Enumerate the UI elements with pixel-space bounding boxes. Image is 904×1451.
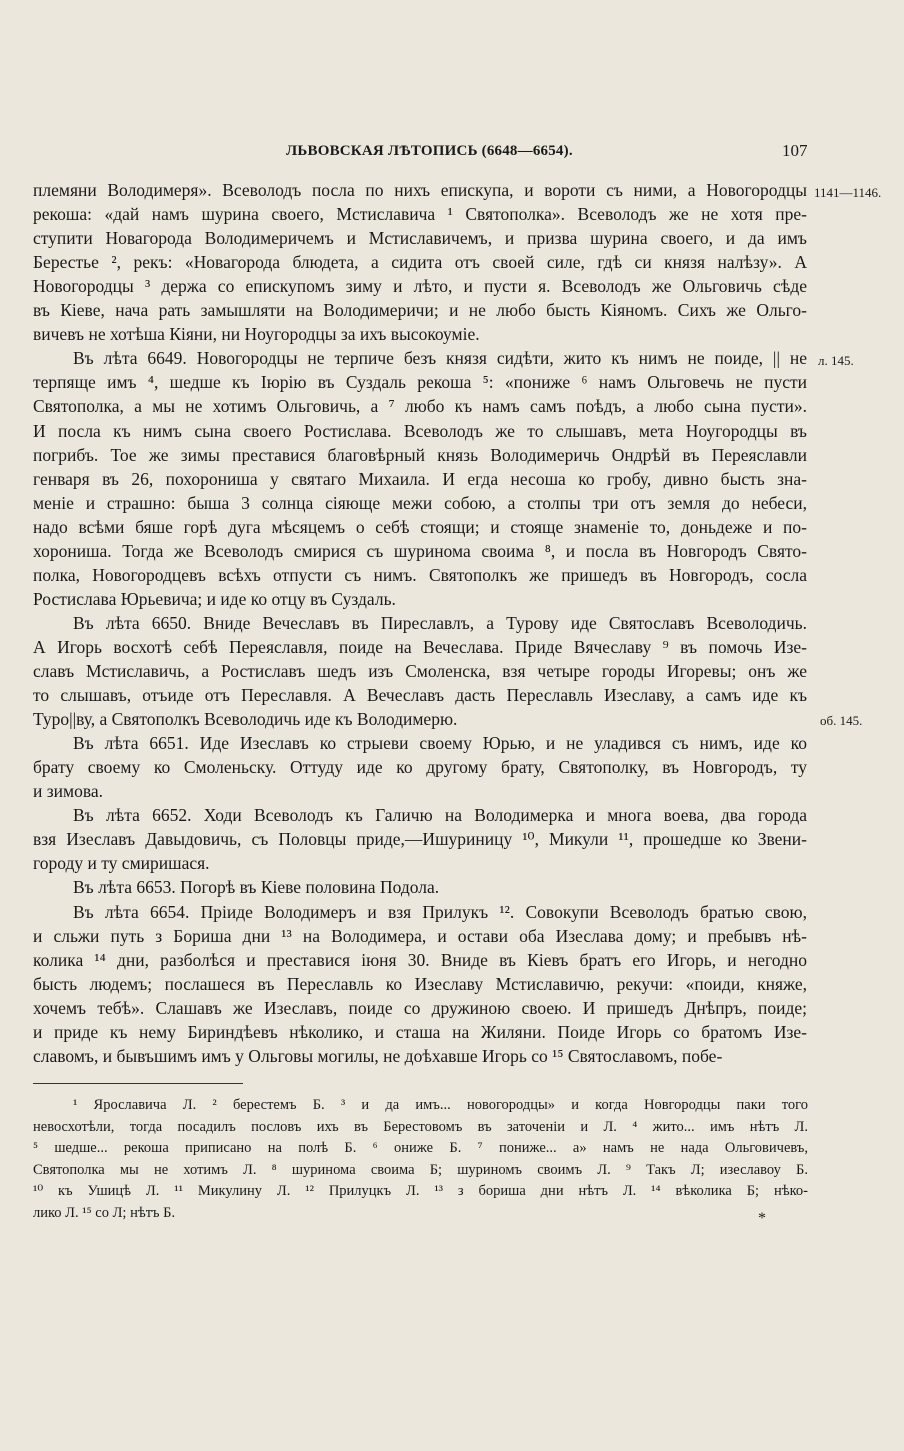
text-line: бысть людемъ; послашеся въ Переславль ко Изеславу Мстиславичю, рекучи: «поиди, княже,	[33, 973, 807, 994]
footnote-line: невосхотѣли, тогда посадилъ пословъ ихъ въ Берестовомъ въ заточеніи и Л. ⁴ жито... имъ нѣтъ Л.	[33, 1118, 808, 1135]
text-line: брату своему ко Смоленьску. Оттуду иде ко другому брату, Святополку, въ Новгородъ, ту	[33, 757, 807, 778]
text-line: колика ¹⁴ дни, разболѣся и преставися іюня 30. Вниде въ Кіевъ братъ его Игорь, и негодно	[33, 949, 807, 970]
text-line: хочемъ тебѣ». Слашавъ же Изеславъ, поиде со дружиною своею. И пришедъ Днѣпръ, поиде;	[33, 997, 807, 1018]
footnote-line: ¹⁰ къ Ушицѣ Л. ¹¹ Микулину Л. ¹² Прилуцкъ Л. ¹³ з бориша дни нѣтъ Л. ¹⁴ вѣколика Б; нѣко-	[33, 1183, 808, 1199]
footnote-line: ¹ Ярославича Л. ² берестемъ Б. ³ и да имъ... новогородцы» и когда Новгородцы паки того	[73, 1097, 808, 1113]
text-line: Въ лѣта 6653. Погорѣ въ Кіеве половина Подола.	[73, 877, 440, 898]
text-line: Ростислава Юрьевича; и иде ко отцу въ Суздаль.	[33, 588, 396, 609]
text-line: славомъ, и бывъшимъ имъ у Ольговы могилы, не доѣхавше Игорь со ¹⁵ Святославомъ, побе-	[33, 1045, 723, 1066]
text-line: вичевъ не хотѣша Кіяни, ни Ноугородцы за ихъ высокоуміе.	[33, 324, 480, 345]
text-line: Туро||ву, а Святополкъ Всеволодичь иде къ Володимерю.	[33, 709, 458, 730]
running-header	[0, 143, 904, 165]
text-line: Новогородцы ³ держа со епискупомъ зиму и лѣто, и пусти я. Всеволодъ же Ольговичь сѣде	[33, 276, 807, 297]
footnote-line: ⁵ шедше... рекоша приписано на полѣ Б. ⁶ ониже Б. ⁷ пониже... а» намъ не нада Ольговичевъ,	[33, 1140, 808, 1156]
text-line: А Игорь восхотѣ себѣ Переяславля, поиде на Вечеслава. Приде Вячеславу ⁹ въ помочь Изе-	[33, 636, 807, 657]
text-line: и зимова.	[33, 781, 104, 802]
text-line: и приде къ нему Бириндѣевъ нѣколико, и сташа на Жиляни. Поиде Игорь со братомъ Изе-	[33, 1021, 807, 1042]
text-line: хорониша. Тогда же Всеволодъ смирися съ шуриномa своима ⁸, и посла въ Новгородъ Свято-	[33, 540, 807, 561]
text-line: И посла къ нимъ сына своего Ростислава. Всеволодъ же то слышавъ, мета Ноугородцы въ	[33, 420, 807, 441]
text-line: терпяще имъ ⁴, шедше къ Іюрію въ Суздаль рекоша ⁵: «пониже ⁶ намъ Ольговечь не пусти	[33, 372, 807, 393]
text-line: въ Кіеве, нача рать замышляти на Володимеричи; и не любо бысть Кіяномъ. Сихъ же Ольго-	[33, 300, 807, 321]
text-line: Въ лѣта 6654. Пріиде Володимеръ и взя Прилукъ ¹². Совокупи Всеволодъ братью свою,	[73, 901, 807, 922]
header-title: ЛЬВОВСКАЯ ЛѢТОПИСЬ (6648—6654).	[286, 143, 573, 159]
text-line: полка, Новогородцевъ всѣхъ отпусти съ нимъ. Святополкъ же пришедъ въ Новгородъ, сосла	[33, 564, 807, 585]
margin-leaf-145: л. 145.	[818, 353, 854, 368]
text-line: Въ лѣта 6650. Вниде Вечеславъ въ Пиреславлъ, а Турову иде Святославъ Всеволодичь.	[73, 612, 807, 633]
text-line: надо всѣми бяше горѣ дуга мѣсяцемъ о себѣ стоящи; и стояще знаменіе то, доньдеже и по-	[33, 516, 807, 537]
margin-leaf-ob-145: об. 145.	[820, 713, 863, 728]
text-line: то слышавъ, отъиде отъ Переславля. А Вечеславъ дасть Переславль Изеславу, а самъ иде къ	[33, 685, 807, 706]
text-line: Въ лѣта 6651. Иде Изеславъ ко стрыеви своему Юрью, и не уладився съ нимъ, иде ко	[73, 733, 807, 754]
text-line: Въ лѣта 6652. Ходи Всеволодъ къ Галичю на Володимерка и многа воева, два города	[73, 805, 807, 826]
footnote-line: Святополка мы не хотимъ Л. ⁸ шуриномa своима Б; шуриномъ своимъ Л. ⁹ Такъ Л; изеславоу Б.	[33, 1161, 808, 1178]
text-line: Берестье ², рекъ: «Новагорода блюдета, а сидита отъ своей силе, гдѣ си князя налѣзу». А	[33, 252, 807, 273]
text-line: славъ Мстиславичь, а Ростиславъ шедъ изъ Смоленска, взя четыре городы Игоревы; онъ же	[33, 661, 807, 681]
text-line: ступити Новагорода Володимеричемъ и Мстиславичемъ, и призва шурина своего, и да имъ	[33, 228, 807, 249]
footnote-line: лико Л. ¹⁵ со Л; нѣтъ Б.	[33, 1204, 176, 1221]
text-line: погрибъ. Тое же зимы преставися благовѣрный князь Володимеричь Ондрѣй въ Переяславли	[33, 444, 807, 465]
text-line: и сльжи путь з Бориша дни ¹³ на Володимера, и остави оба Изеслава дому; и пребывъ нѣ-	[33, 925, 807, 946]
text-line: генваря въ 26, похорониша у святаго Михаила. И егда несоша ко гробу, дивно бысть зна-	[33, 468, 807, 489]
text-line: племяни Володимеря». Всеволодъ посла по нихъ епискупа, и вороти съ ними, а Новогородцы	[33, 180, 807, 200]
margin-years: 1141—1146.	[814, 185, 882, 200]
footnote-rule	[33, 1083, 243, 1084]
text-line: меніе и страшно: быша 3 солнцa сіяюще межи собою, а столпы три отъ земля до небеси,	[33, 492, 807, 513]
text-line: Въ лѣта 6649. Новогородцы не терпиче безъ князя сидѣти, жито къ нимъ не поиде, || не	[73, 348, 807, 369]
text-line: рекоша: «дай намъ шурина своего, Мстиславича ¹ Святополка». Всеволодъ же не хотя пре-	[33, 204, 807, 225]
text-line: городу и ту смиришася.	[33, 853, 210, 874]
page-number: 107	[782, 141, 808, 160]
end-mark: *	[758, 1210, 766, 1227]
text-line: Святополка, а мы не хотимъ Ольговичь, а ⁷ любо къ намъ самъ поѣдъ, а любо сына пусти».	[33, 396, 807, 417]
text-line: взя Изеславъ Давыдовичь, съ Половцы приде,—Ишуриницу ¹⁰, Микули ¹¹, прошедше ко Звени-	[33, 829, 807, 850]
